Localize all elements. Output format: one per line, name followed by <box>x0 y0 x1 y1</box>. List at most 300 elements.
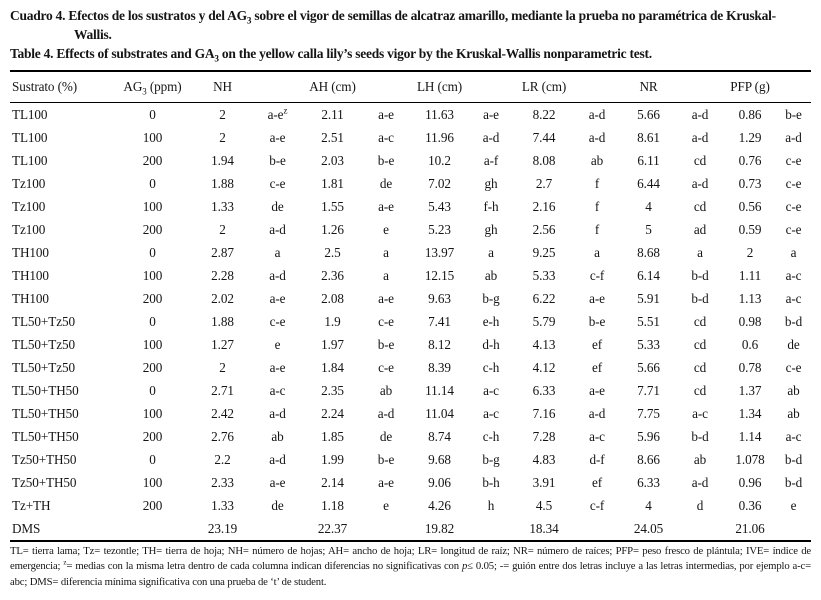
nr-value-cell: 6.33 <box>637 474 660 490</box>
nr-letters-cell: a-d <box>691 175 709 191</box>
nr-letters-cell: ad <box>693 221 707 237</box>
substrate-cell: TL50+TH50 <box>12 405 79 421</box>
ah-letters-cell: a-e <box>378 198 394 214</box>
lr-value-cell: 2.16 <box>532 198 556 214</box>
nr-letters-cell: b-d <box>691 428 709 444</box>
pfp-letters-cell: b-d <box>784 313 803 329</box>
pfp-value-cell: 1.13 <box>738 290 762 306</box>
dms-substrate-cell: DMS <box>10 517 110 541</box>
lr-value-cell: 2.7 <box>535 175 553 191</box>
ag3-cell: 200 <box>142 152 163 168</box>
nr-value-cell: 4 <box>645 198 652 214</box>
ah-value-cell: 2.11 <box>321 106 344 122</box>
table-header-row <box>10 71 811 103</box>
nr-letters-cell: a <box>697 244 703 260</box>
ah-letters-cell: b-e <box>377 336 395 352</box>
ag3-cell: 100 <box>142 336 163 352</box>
lh-letters-cell: a-d <box>482 129 500 145</box>
pfp-letters-cell: a-c <box>785 428 802 444</box>
table-row <box>10 172 811 195</box>
lr-value-cell: 4.5 <box>535 497 553 513</box>
lr-value-cell: 7.28 <box>532 428 556 444</box>
nr-letters-cell: ab <box>693 451 707 467</box>
ag3-cell: 100 <box>142 405 163 421</box>
lh-value-cell: 8.74 <box>428 428 451 444</box>
pfp-value-cell: 1.34 <box>738 405 762 421</box>
dms-row <box>10 517 811 541</box>
nh-value-cell: 1.27 <box>211 336 234 352</box>
substrate-cell: Tz50+TH50 <box>12 451 77 467</box>
ag3-cell: 100 <box>142 267 163 283</box>
ah-letters-cell: a <box>383 244 389 260</box>
table-row <box>10 103 811 127</box>
kruskal-wallis-table <box>10 70 811 542</box>
lr-value-cell: 3.91 <box>532 474 556 490</box>
column-header-nr: NR <box>621 71 676 103</box>
lr-letters-cell: f <box>594 175 600 191</box>
ah-value-cell: 2.08 <box>321 290 344 306</box>
ag3-cell: 0 <box>149 106 156 122</box>
pfp-value-cell: 2 <box>746 244 754 260</box>
nh-letters-cell: a-c <box>269 382 286 398</box>
nr-letters-cell: cd <box>693 336 707 352</box>
lr-letters-cell: a-c <box>589 428 605 444</box>
table-body <box>10 103 811 542</box>
dms-lr-letters-cell <box>573 517 621 541</box>
nh-value-cell: 1.33 <box>211 497 234 513</box>
dms-lh-value-cell: 19.82 <box>412 517 467 541</box>
nh-value-cell: 2.2 <box>214 451 231 467</box>
substrate-cell: TL50+Tz50 <box>12 313 75 329</box>
lr-value-cell: 4.13 <box>532 336 556 352</box>
substrate-cell: Tz100 <box>12 221 46 237</box>
lh-letters-cell: d-h <box>482 336 500 352</box>
ah-value-cell: 2.5 <box>324 244 341 260</box>
lr-value-cell: 7.16 <box>532 405 556 421</box>
nr-letters-cell: a-d <box>691 474 709 490</box>
substrate-cell: TL50+Tz50 <box>12 359 75 375</box>
lr-letters-cell: b-e <box>588 313 606 329</box>
lr-value-cell: 2.56 <box>532 221 556 237</box>
pfp-value-cell: 1.11 <box>738 267 762 283</box>
nh-value-cell: 1.94 <box>211 152 234 168</box>
lh-letters-cell: gh <box>484 221 498 237</box>
lr-letters-cell: a-d <box>588 129 606 145</box>
pfp-letters-cell: c-e <box>785 359 802 375</box>
nh-letters-cell: a-d <box>269 267 286 283</box>
ag3-cell: 0 <box>149 244 156 260</box>
nh-letters-cell: $a-e^z$ <box>267 105 288 122</box>
lh-value-cell: 7.02 <box>428 175 451 191</box>
nh-letters-cell: a-d <box>269 405 286 421</box>
dms-pfp-letters-cell <box>776 517 811 541</box>
nh-value-cell: 1.88 <box>211 313 234 329</box>
ag3-cell: 100 <box>142 129 163 145</box>
nr-value-cell: 6.44 <box>637 175 660 191</box>
lh-letters-cell: a-f <box>483 152 499 168</box>
pfp-letters-cell: de <box>787 336 800 352</box>
dms-pfp-value-cell: 21.06 <box>724 517 776 541</box>
pfp-letters-cell: a <box>790 244 797 260</box>
table-row <box>10 471 811 494</box>
lr-value-cell: 4.83 <box>532 451 556 467</box>
nr-value-cell: 5 <box>645 221 652 237</box>
table-row <box>10 356 811 379</box>
nr-letters-cell: b-d <box>691 290 709 306</box>
nr-value-cell: 4 <box>645 497 652 513</box>
table-row <box>10 126 811 149</box>
column-header-lr: LR (cm) <box>515 71 573 103</box>
pfp-letters-cell: b-d <box>784 451 803 467</box>
nr-letters-cell: a-d <box>691 106 709 122</box>
dms-nr-letters-cell <box>676 517 724 541</box>
dms-nh-letters-cell <box>250 517 305 541</box>
lr-value-cell: 7.44 <box>532 129 556 145</box>
lh-letters-cell: b-g <box>482 451 500 467</box>
pfp-value-cell: 0.36 <box>738 497 762 513</box>
nh-value-cell: 2.33 <box>211 474 234 490</box>
pfp-value-cell: 0.98 <box>738 313 762 329</box>
lh-value-cell: 11.63 <box>425 106 454 122</box>
column-header-ah-letters-spacer <box>360 71 412 103</box>
nh-letters-cell: a-e <box>269 129 286 145</box>
dms-nr-value-cell: 24.05 <box>621 517 676 541</box>
nr-letters-cell: b-d <box>691 267 709 283</box>
table-header <box>10 71 811 103</box>
nh-value-cell: 1.88 <box>211 175 234 191</box>
lh-letters-cell: a <box>488 244 494 260</box>
ah-letters-cell: a-c <box>378 129 394 145</box>
lh-letters-cell: a-c <box>483 382 499 398</box>
table-row <box>10 448 811 471</box>
nh-value-cell: 2.42 <box>211 405 234 421</box>
substrate-cell: TL100 <box>12 152 48 168</box>
ah-value-cell: 2.14 <box>321 474 344 490</box>
pfp-letters-cell: b-e <box>785 106 802 122</box>
substrate-cell: Tz+TH <box>12 497 51 513</box>
ag3-cell: 0 <box>149 382 156 398</box>
table-title-spanish: Cuadro 4. Efectos de los sustratos y del $AG_3$ sobre el vigor de semillas de alcatraz amarillo, mediante la prueba no paramétrica de Kruskal-Wallis. <box>10 8 776 42</box>
nh-letters-cell: a-d <box>269 451 286 467</box>
nr-value-cell: 8.68 <box>637 244 660 260</box>
ah-letters-cell: a-e <box>378 290 394 306</box>
nh-letters-cell: c-e <box>269 313 286 329</box>
pfp-letters-cell: c-e <box>785 152 802 168</box>
column-header-nh: NH <box>195 71 250 103</box>
dms-ah-letters-cell <box>360 517 412 541</box>
ag3-cell: 0 <box>149 313 156 329</box>
ah-letters-cell: de <box>379 428 393 444</box>
lr-letters-cell: d-f <box>589 451 605 467</box>
nr-value-cell: 5.51 <box>637 313 660 329</box>
ah-letters-cell: e <box>383 221 389 237</box>
nr-value-cell: 8.61 <box>637 129 660 145</box>
ah-value-cell: 2.51 <box>321 129 344 145</box>
lh-letters-cell: h <box>487 497 495 513</box>
ag3-cell: 100 <box>142 198 163 214</box>
pfp-letters-cell: c-e <box>785 221 802 237</box>
nh-value-cell: 2 <box>219 106 226 122</box>
nr-value-cell: 7.75 <box>637 405 660 421</box>
lh-value-cell: 13.97 <box>424 244 455 260</box>
ah-letters-cell: a-e <box>378 106 394 122</box>
ag3-cell: 200 <box>142 290 163 306</box>
nr-value-cell: 5.66 <box>637 106 660 122</box>
pfp-value-cell: 0.78 <box>738 359 762 375</box>
lr-letters-cell: a-e <box>589 290 605 306</box>
nh-letters-cell: de <box>271 497 284 513</box>
nr-letters-cell: cd <box>693 198 707 214</box>
ah-letters-cell: b-e <box>377 152 395 168</box>
table-footnote: TL= tierra lama; Tz= tezontle; TH= tierra de hoja; NH= número de hojas; AH= ancho de hoja; LR= longitud de raíz; NR= número de raíces; PFP= peso fresco de plántula; IVE= índice de emergencia; $^z$= medias con la misma letra dentro de cada columna indican diferencias no significativas con p≤ 0.05; -= guión entre dos letras incluye a las letras intermedias, por ejemplo a-c= abc; DMS= diferencia mínima significativa con una prueba de ‘t’ de student. <box>10 545 812 588</box>
pfp-letters-cell: c-e <box>785 198 802 214</box>
substrate-cell: TL100 <box>12 129 48 145</box>
ah-value-cell: 1.85 <box>321 428 344 444</box>
lr-value-cell: 6.22 <box>532 290 556 306</box>
table-row <box>10 241 811 264</box>
ah-letters-cell: b-e <box>377 451 395 467</box>
lr-letters-cell: c-f <box>589 267 605 283</box>
column-header-pfp-letters-spacer <box>776 71 811 103</box>
nr-value-cell: 5.33 <box>637 336 660 352</box>
nh-letters-cell: a-d <box>269 221 286 237</box>
ah-value-cell: 1.26 <box>321 221 344 237</box>
table-title-english: Table 4. Effects of substrates and $GA_3$ on the yellow calla lily’s seeds vigor by the Kruskal-Wallis nonparametric test. <box>10 46 652 64</box>
nh-letters-cell: a-e <box>269 290 286 306</box>
lr-letters-cell: ef <box>591 359 603 375</box>
table-row <box>10 494 811 517</box>
pfp-letters-cell: ab <box>787 405 800 421</box>
lh-value-cell: 10.2 <box>428 152 451 168</box>
pfp-letters-cell: a-c <box>785 290 802 306</box>
lh-letters-cell: gh <box>484 175 498 191</box>
lh-letters-cell: b-g <box>482 290 500 306</box>
lh-value-cell: 12.15 <box>424 267 455 283</box>
nh-letters-cell: a-e <box>269 474 286 490</box>
ag3-cell: 0 <box>149 175 156 191</box>
substrate-cell: TL50+TH50 <box>12 382 79 398</box>
ah-value-cell: 1.97 <box>321 336 344 352</box>
ag3-cell: 200 <box>142 359 163 375</box>
lr-letters-cell: c-f <box>589 497 605 513</box>
ah-value-cell: 2.35 <box>321 382 344 398</box>
substrate-cell: TH100 <box>12 290 49 306</box>
column-header-nh-letters-spacer <box>250 71 305 103</box>
lr-value-cell: 8.22 <box>532 106 556 122</box>
pfp-value-cell: 0.6 <box>741 336 759 352</box>
lh-value-cell: 9.63 <box>428 290 451 306</box>
ah-letters-cell: e <box>383 497 389 513</box>
table-row <box>10 379 811 402</box>
pfp-letters-cell: c-e <box>785 175 802 191</box>
nh-letters-cell: de <box>271 198 284 214</box>
lr-value-cell: 5.33 <box>532 267 556 283</box>
lh-letters-cell: ab <box>484 267 498 283</box>
nh-letters-cell: a-e <box>269 359 286 375</box>
lh-letters-cell: b-h <box>482 474 500 490</box>
ag3-cell: 200 <box>142 497 163 513</box>
dms-ag3-cell <box>110 517 195 541</box>
ah-letters-cell: a <box>383 267 389 283</box>
substrate-cell: TH100 <box>12 267 49 283</box>
ag3-cell: 0 <box>149 451 156 467</box>
lr-value-cell: 5.79 <box>532 313 556 329</box>
pfp-value-cell: 0.86 <box>738 106 762 122</box>
ah-value-cell: 1.18 <box>321 497 344 513</box>
substrate-cell: TL50+Tz50 <box>12 336 75 352</box>
column-header-ag3: $AG_3$ (ppm) <box>110 71 195 103</box>
column-header-pfp: PFP (g) <box>724 71 776 103</box>
nr-letters-cell: a-c <box>692 405 708 421</box>
nr-letters-cell: cd <box>693 359 707 375</box>
nh-letters-cell: e <box>274 336 281 352</box>
ah-value-cell: 1.9 <box>324 313 341 329</box>
nr-value-cell: 5.91 <box>637 290 660 306</box>
nh-value-cell: 2 <box>219 359 226 375</box>
table-row <box>10 218 811 241</box>
lh-value-cell: 9.06 <box>428 474 451 490</box>
table-row <box>10 149 811 172</box>
ah-value-cell: 2.24 <box>321 405 344 421</box>
lr-letters-cell: ab <box>590 152 604 168</box>
nh-value-cell: 1.33 <box>211 198 234 214</box>
nh-letters-cell: a <box>274 244 281 260</box>
ah-value-cell: 1.99 <box>321 451 344 467</box>
dms-lr-value-cell: 18.34 <box>515 517 573 541</box>
lh-letters-cell: c-h <box>482 359 500 375</box>
lr-value-cell: 4.12 <box>532 359 556 375</box>
nh-value-cell: 2.02 <box>211 290 234 306</box>
lh-value-cell: 5.43 <box>428 198 451 214</box>
dms-ah-value-cell: 22.37 <box>305 517 360 541</box>
column-header-sustrato: Sustrato (%) <box>10 71 110 103</box>
table-row <box>10 402 811 425</box>
pfp-letters-cell: e <box>790 497 797 513</box>
lh-value-cell: 9.68 <box>428 451 451 467</box>
table-row <box>10 264 811 287</box>
lh-letters-cell: a-e <box>483 106 499 122</box>
ah-letters-cell: ab <box>379 382 393 398</box>
nr-value-cell: 6.14 <box>637 267 660 283</box>
ah-value-cell: 1.55 <box>321 198 344 214</box>
ah-value-cell: 1.84 <box>321 359 344 375</box>
ag3-cell: 200 <box>142 221 163 237</box>
lr-value-cell: 6.33 <box>532 382 556 398</box>
ag3-cell: 200 <box>142 428 163 444</box>
pfp-value-cell: 1.14 <box>738 428 762 444</box>
lh-value-cell: 8.39 <box>428 359 451 375</box>
lr-letters-cell: ef <box>591 336 603 352</box>
lr-letters-cell: ef <box>591 474 603 490</box>
ag3-cell: 100 <box>142 474 163 490</box>
pfp-value-cell: 1.37 <box>738 382 762 398</box>
nr-value-cell: 6.11 <box>637 152 660 168</box>
substrate-cell: Tz50+TH50 <box>12 474 77 490</box>
lr-value-cell: 9.25 <box>532 244 556 260</box>
substrate-cell: TL100 <box>12 106 48 122</box>
pfp-value-cell: 1.29 <box>738 129 762 145</box>
ah-value-cell: 2.03 <box>321 152 344 168</box>
nr-letters-cell: cd <box>693 382 707 398</box>
lh-letters-cell: c-h <box>482 428 500 444</box>
column-header-lh-letters-spacer <box>467 71 515 103</box>
lh-value-cell: 11.14 <box>425 382 454 398</box>
nr-letters-cell: a-d <box>691 129 709 145</box>
pfp-value-cell: 0.96 <box>738 474 762 490</box>
nr-value-cell: 7.71 <box>637 382 660 398</box>
pfp-value-cell: 0.76 <box>738 152 762 168</box>
column-header-nr-letters-spacer <box>676 71 724 103</box>
column-header-lr-letters-spacer <box>573 71 621 103</box>
nr-letters-cell: d <box>696 497 704 513</box>
table-row <box>10 287 811 310</box>
nh-value-cell: 2.76 <box>211 428 234 444</box>
column-header-ah: AH (cm) <box>305 71 360 103</box>
nh-letters-cell: b-e <box>269 152 286 168</box>
pfp-letters-cell: b-d <box>784 474 803 490</box>
lr-letters-cell: f <box>594 221 600 237</box>
nh-letters-cell: ab <box>271 428 284 444</box>
nh-value-cell: 2.71 <box>211 382 234 398</box>
substrate-cell: TH100 <box>12 244 49 260</box>
lr-letters-cell: f <box>594 198 600 214</box>
ah-value-cell: 1.81 <box>321 175 344 191</box>
lh-value-cell: 5.23 <box>428 221 451 237</box>
ah-letters-cell: a-e <box>378 474 394 490</box>
nh-value-cell: 2 <box>219 129 226 145</box>
pfp-letters-cell: a-d <box>785 129 802 145</box>
pfp-value-cell: 0.56 <box>738 198 762 214</box>
pfp-value-cell: 0.59 <box>738 221 762 237</box>
substrate-cell: TL50+TH50 <box>12 428 79 444</box>
nh-value-cell: 2.28 <box>211 267 234 283</box>
lh-value-cell: 4.26 <box>428 497 451 513</box>
lh-value-cell: 7.41 <box>428 313 451 329</box>
nr-letters-cell: cd <box>693 313 707 329</box>
ah-letters-cell: a-d <box>377 405 395 421</box>
lh-value-cell: 11.96 <box>425 129 454 145</box>
table-row <box>10 425 811 448</box>
nh-letters-cell: c-e <box>269 175 286 191</box>
ah-letters-cell: c-e <box>378 359 394 375</box>
pfp-value-cell: 1.078 <box>735 451 765 467</box>
nh-value-cell: 2 <box>219 221 226 237</box>
dms-nh-value-cell: 23.19 <box>195 517 250 541</box>
nr-letters-cell: cd <box>693 152 707 168</box>
column-header-lh: LH (cm) <box>412 71 467 103</box>
pfp-letters-cell: ab <box>787 382 800 398</box>
ah-value-cell: 2.36 <box>321 267 344 283</box>
nh-value-cell: 2.87 <box>211 244 234 260</box>
lh-value-cell: 11.04 <box>425 405 454 421</box>
lr-letters-cell: a-e <box>589 382 605 398</box>
lr-letters-cell: a <box>594 244 600 260</box>
ah-letters-cell: c-e <box>378 313 394 329</box>
ah-letters-cell: de <box>379 175 393 191</box>
table-row <box>10 195 811 218</box>
table-row <box>10 310 811 333</box>
lr-letters-cell: a-d <box>588 405 606 421</box>
lh-letters-cell: f-h <box>483 198 499 214</box>
nr-value-cell: 8.66 <box>637 451 660 467</box>
lh-value-cell: 8.12 <box>428 336 451 352</box>
dms-lh-letters-cell <box>467 517 515 541</box>
substrate-cell: Tz100 <box>12 175 46 191</box>
nr-value-cell: 5.66 <box>637 359 660 375</box>
lr-value-cell: 8.08 <box>532 152 556 168</box>
lr-letters-cell: a-d <box>588 106 606 122</box>
pfp-value-cell: 0.73 <box>738 175 762 191</box>
